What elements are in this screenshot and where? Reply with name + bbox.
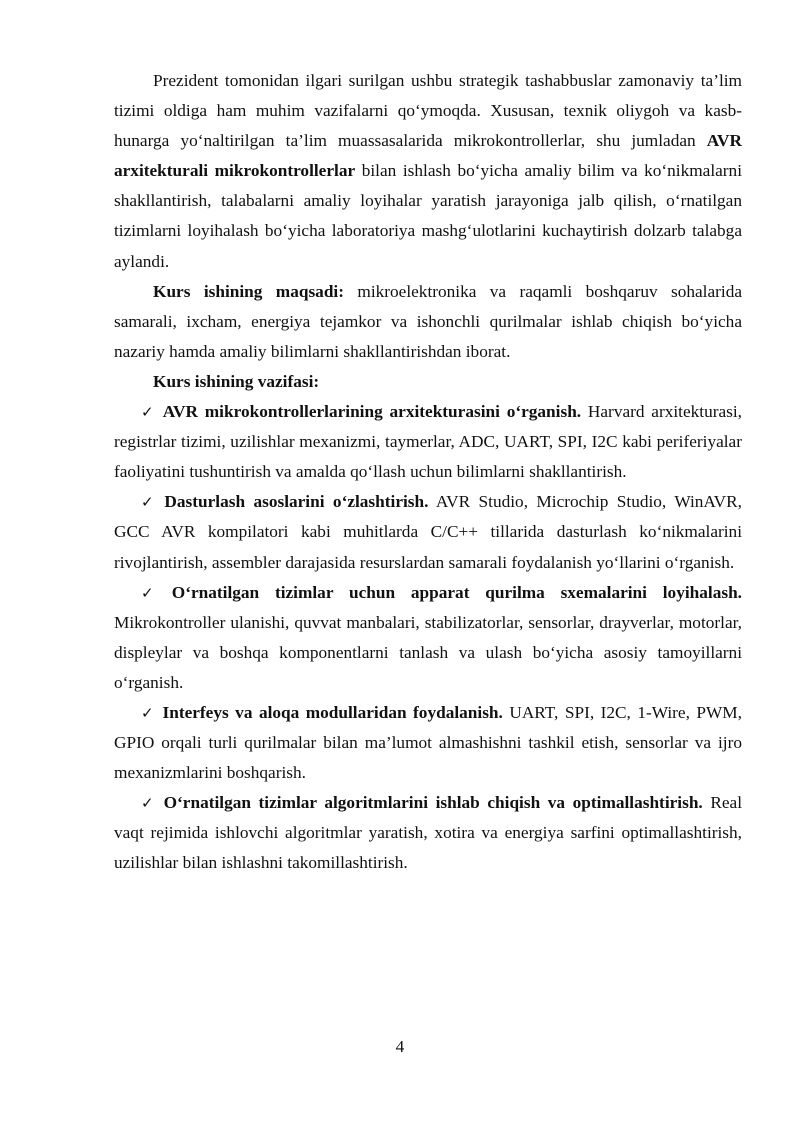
task-item-4 xyxy=(114,698,742,788)
intro-text-end: bilan ishlash bo‘yicha amaliy bilim va ko‘nikmalarni shakllantirish, talabalarni amaliy loyihalar yaratish jarayoniga jalb qilish, o‘rnatilgan tizimlarni loyihalash bo‘yicha laboratoriya mashg‘ulotlarini kuchaytirish dolzarb talabga aylandi. xyxy=(114,161,742,271)
task-text: Real vaqt rejimida ishlovchi algoritmlar yaratish, xotira va energiya sarfini optimallashtirish, uzilishlar bilan ishlashni takomillashtirish. xyxy=(114,793,742,873)
goal-paragraph xyxy=(114,277,742,367)
task-title: O‘rnatilgan tizimlar algoritmlarini ishlab chiqish va optimallashtirish. xyxy=(163,793,703,813)
checkmark-icon: ✓ xyxy=(141,583,154,602)
checkmark-icon: ✓ xyxy=(141,703,154,722)
document-page xyxy=(114,66,742,879)
intro-paragraph xyxy=(114,66,742,277)
task-item-5 xyxy=(114,788,742,878)
goal-text: mikroelektronika va raqamli boshqaruv sohalarida samarali, ixcham, energiya tejamkor va ishonchli qurilmalar ishlab chiqish bo‘yicha nazariy hamda amaliy bilimlarni shakllantirishdan iborat. xyxy=(114,281,743,361)
intro-text-start: Prezident tomonidan ilgari surilgan ushbu strategik tashabbuslar zamonaviy ta’lim tizimi oldiga ham muhim vazifalarni qo‘ymoqda. Xususan, texnik oliygoh va kasb-hunarga yo‘naltirilgan ta’lim muassasalarida mikrokontrollerlar, shu jumladan xyxy=(114,71,742,151)
task-text: UART, SPI, I2C, 1-Wire, PWM, GPIO orqali turli qurilmalar bilan ma’lumot almashishni tashkil etish, sensorlar va ijro mexanizmlarini boshqarish. xyxy=(114,702,742,783)
tasks-heading xyxy=(114,367,742,397)
task-title: Interfeys va aloqa modullaridan foydalanish. xyxy=(162,702,503,722)
task-title: Dasturlash asoslarini o‘zlashtirish. xyxy=(164,492,429,512)
checkmark-icon: ✓ xyxy=(141,794,154,813)
task-title: AVR mikrokontrollerlarining arxitekturasini o‘rganish. xyxy=(162,402,582,422)
task-text: AVR Studio, Microchip Studio, WinAVR, GCC AVR kompilatori kabi muhitlarda C/C++ tillarida dasturlash ko‘nikmalarini rivojlantirish, assembler darajasida resurslardan samarali foydalanish yo‘llarini o‘rganish. xyxy=(114,492,742,572)
checkmark-icon: ✓ xyxy=(141,493,154,512)
task-title: O‘rnatilgan tizimlar uchun apparat qurilma sxemalarini loyihalash. xyxy=(171,582,742,602)
task-text: Mikrokontroller ulanishi, quvvat manbalari, stabilizatorlar, sensorlar, drayverlar, motorlar, displeylar va boshqa komponentlarni tanlash va ulash bo‘yicha asosiy tamoyillarni o‘rganish. xyxy=(114,612,742,692)
task-text: Harvard arxitekturasi, registrlar tizimi, uzilishlar mexanizmi, taymerlar, ADC, UART, SPI, I2C kabi periferiyalar faoliyatini tushuntirish va amalda qo‘llash uchun bilimlarni shakllantirish. xyxy=(114,402,742,482)
task-item-2 xyxy=(114,487,742,577)
task-item-3 xyxy=(114,578,742,698)
page-number: 4 xyxy=(395,1037,405,1056)
checkmark-icon: ✓ xyxy=(141,403,154,422)
goal-label: Kurs ishining maqsadi: xyxy=(153,281,344,301)
task-item-1 xyxy=(114,397,742,487)
tasks-heading-text: Kurs ishining vazifasi: xyxy=(153,371,320,391)
intro-bold-term: AVR arxitekturali mikrokontrollerlar xyxy=(114,131,742,181)
